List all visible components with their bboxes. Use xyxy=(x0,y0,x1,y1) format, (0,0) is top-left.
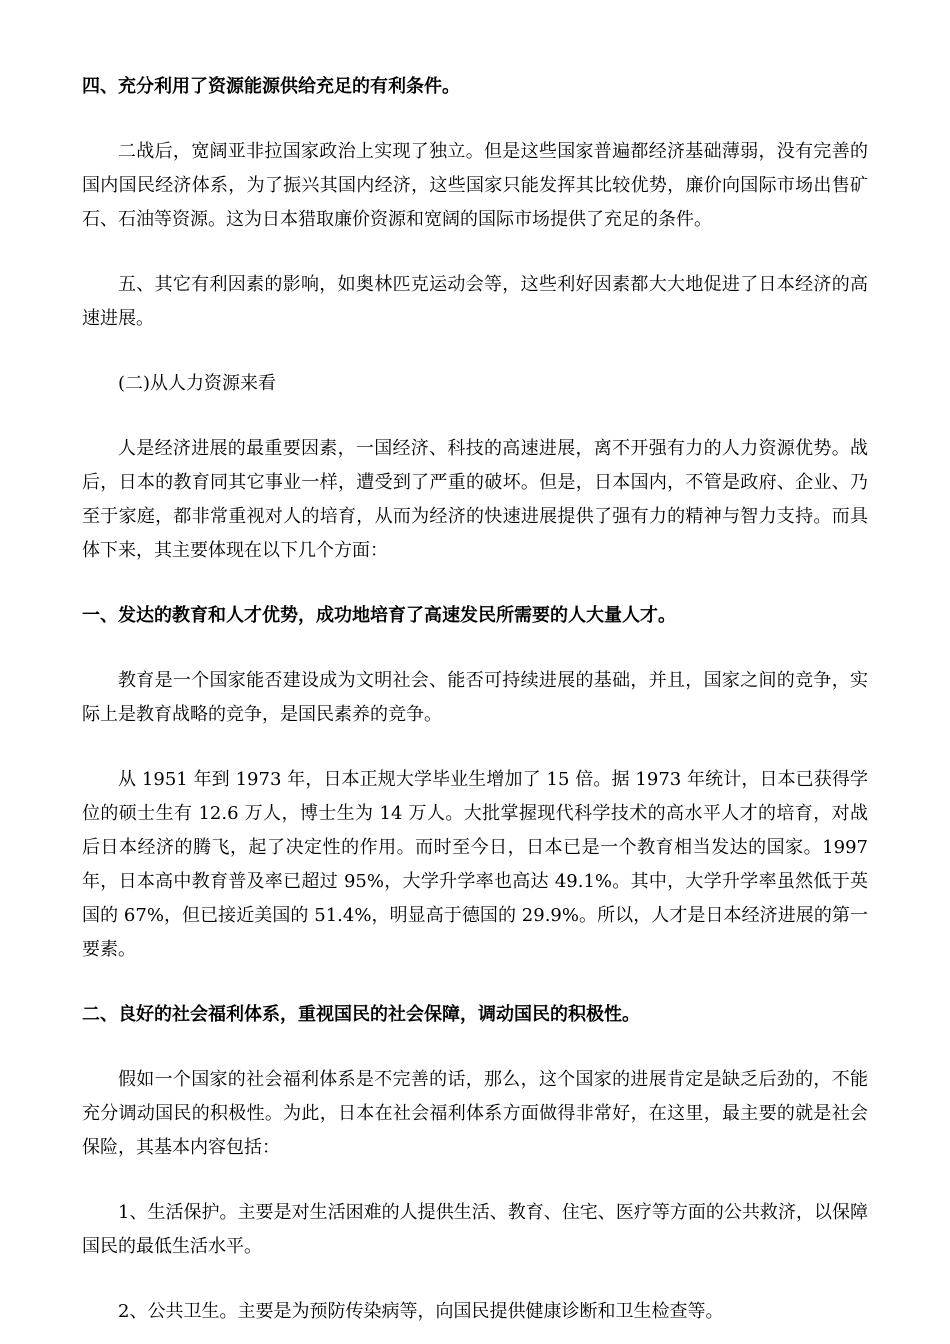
paragraph-education-statistics: 从 1951 年到 1973 年，日本正规大学毕业生增加了 15 倍。据 1973 年统计，日本已获得学位的硕士生有 12.6 万人，博士生为 14 万人。大批掌握现代科学技术的高水平人才的培育，对战后日本经济的腾飞，起了决定性的作用。而时至今日，日本已是一个教育相当发达的国家。1997 年，日本高中教育普及率已超过 95%，大学升学率也高达 49.1%。其中，大学升学率虽然低于英国的 67%，但已接近美国的 51.4%，明显高于德国的 29.9%。所以，人才是日本经济进展的第一要素。 xyxy=(82,769,868,960)
paragraph-human-resources-title: (二)从人力资源来看 xyxy=(118,373,277,394)
section-heading-welfare: 二、良好的社会福利体系，重视国民的社会保障，调动国民的积极性。 xyxy=(82,1004,640,1025)
paragraph-human-resources-intro: 人是经济进展的最重要因素，一国经济、科技的高速进展，离不开强有力的人力资源优势。战后，日本的教育同其它事业一样，遭受到了严重的破坏。但是，日本国内，不管是政府、企业、乃至于家庭，都非常重视对人的培育，从而为经济的快速进展提供了强有力的精神与智力支持。而具体下来，其主要体现在以下几个方面： xyxy=(82,438,868,561)
section-heading-education: 一、发达的教育和人才优势，成功地培育了高速发民所需要的人大量人才。 xyxy=(82,605,676,626)
list-item-public-health: 2、公共卫生。主要是为预防传染病等，向国民提供健康诊断和卫生检查等。 xyxy=(118,1301,724,1322)
paragraph-education-foundation: 教育是一个国家能否建设成为文明社会、能否可持续进展的基础，并且，国家之间的竞争，实际上是教育战略的竞争，是国民素养的竞争。 xyxy=(82,670,868,725)
paragraph-welfare-intro: 假如一个国家的社会福利体系是不完善的话，那么，这个国家的进展肯定是缺乏后劲的，不能充分调动国民的积极性。为此，日本在社会福利体系方面做得非常好，在这里，最主要的就是社会保险，其基本内容包括： xyxy=(82,1069,868,1158)
list-item-livelihood-protection: 1、生活保护。主要是对生活困难的人提供生活、教育、住宅、医疗等方面的公共救济，以保障国民的最低生活水平。 xyxy=(82,1202,868,1257)
paragraph-postwar-independence: 二战后，宽阔亚非拉国家政治上实现了独立。但是这些国家普遍都经济基础薄弱，没有完善的国内国民经济体系，为了振兴其国内经济，这些国家只能发挥其比较优势，廉价向国际市场出售矿石、石油等资源。这为日本猎取廉价资源和宽阔的国际市场提供了充足的条件。 xyxy=(82,141,868,230)
section-heading-resources: 四、充分利用了资源能源供给充足的有利条件。 xyxy=(82,76,460,97)
paragraph-other-factors: 五、其它有利因素的影响，如奥林匹克运动会等，这些利好因素都大大地促进了日本经济的高速进展。 xyxy=(82,274,868,329)
